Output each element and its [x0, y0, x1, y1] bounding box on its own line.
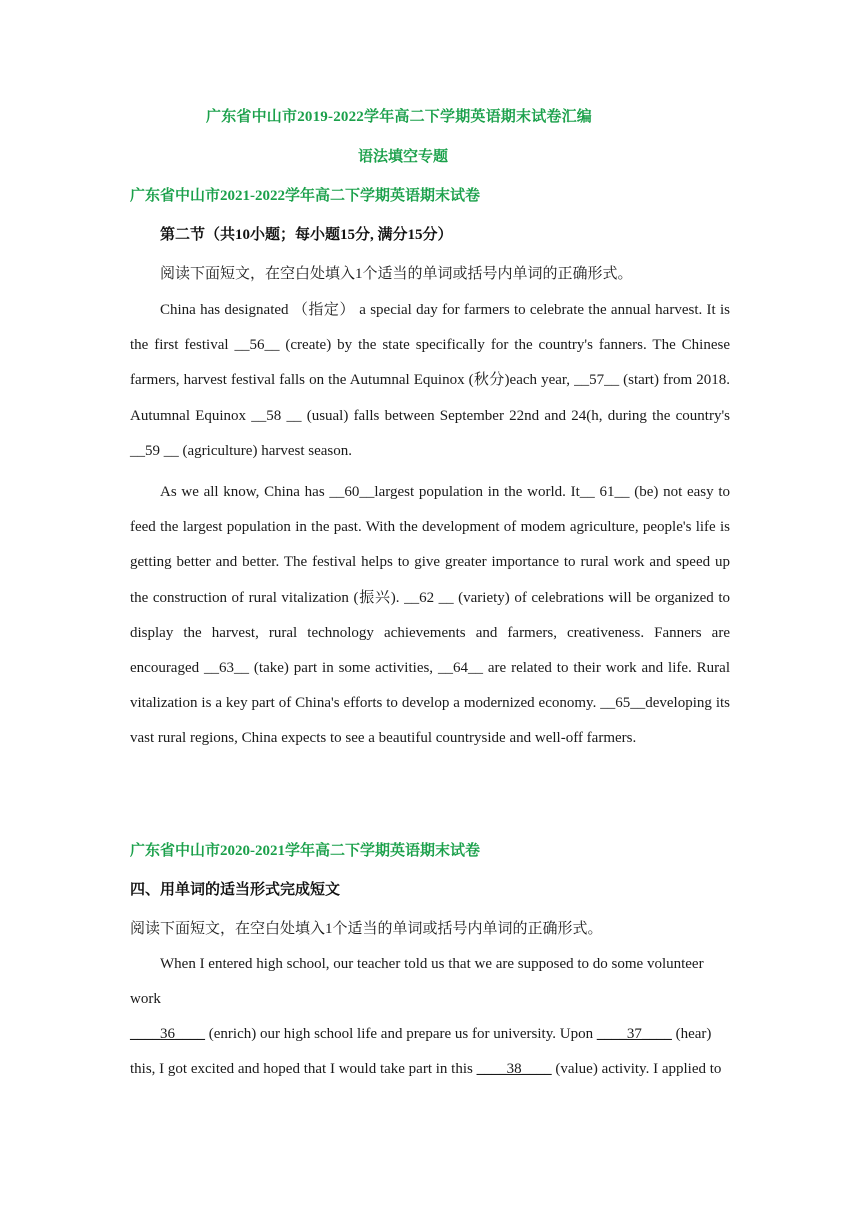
section2-line3 [130, 1026, 711, 1043]
blank-38: ____38____ [476, 1061, 552, 1077]
section1-part-title: 第二节（共10小题；每小题15分, 满分15分） [160, 227, 453, 243]
line4-text-b: (value) activity. I applied to [551, 1061, 722, 1077]
section1-paragraph1: China has designated （指定） a special day for farmers to celebrate the annual harvest. It is the first festival __56__ (create) by the state specifically for the country's fanners. The Chinese farmers, harvest festival falls on the Autumnal Equinox (秋分)each year, __57__ (start) from 2018. Autumnal Equinox __58 __ (usual) falls between September 22nd and 24(h, during the country's __59 __ (agriculture) harvest season. [130, 302, 730, 459]
section2-line2: work [130, 991, 161, 1007]
line3-text-a: (enrich) our high school life and prepare us for university. Upon [205, 1026, 597, 1042]
document-title: 广东省中山市2019-2022学年高二下学期英语期末试卷汇编 [206, 109, 592, 125]
blank-36: ____36____ [130, 1026, 205, 1042]
section2-line1: When I entered high school, our teacher told us that we are supposed to do some volunteer [160, 956, 704, 972]
section1-paragraph2: As we all know, China has __60__largest population in the world. It__ 61__ (be) not easy to feed the largest population in the past. With the development of modem agriculture, people's life is getting better and better. The festival helps to give greater importance to rural work and speed up the construction of rural vitalization (振兴). __62 __ (variety) of celebrations will be organized to display the harvest, rural technology achievements and farmers, creativeness. Fanners are encouraged __63__ (take) part in some activities, __64__ are related to their work and life. Rural vitalization is a key part of China's efforts to develop a modernized economy. __65__developing its vast rural regions, China expects to see a beautiful countryside and well-off farmers. [130, 484, 730, 747]
document-subtitle: 语法填空专题 [357, 149, 448, 165]
line4-text-a: this, I got excited and hoped that I would take part in this [130, 1061, 477, 1077]
line3-text-b: (hear) [671, 1026, 712, 1042]
section2-instruction: 阅读下面短文，在空白处填入1个适当的单词或括号内单词的正确形式。 [130, 921, 603, 937]
section2-line4 [130, 1061, 721, 1078]
blank-37: ____37____ [596, 1026, 672, 1042]
section1-heading: 广东省中山市2021-2022学年高二下学期英语期末试卷 [130, 188, 480, 204]
section2-part-title: 四、用单词的适当形式完成短文 [130, 882, 341, 898]
section2-heading: 广东省中山市2020-2021学年高二下学期英语期末试卷 [130, 843, 480, 859]
section1-instruction: 阅读下面短文，在空白处填入1个适当的单词或括号内单词的正确形式。 [160, 266, 633, 282]
